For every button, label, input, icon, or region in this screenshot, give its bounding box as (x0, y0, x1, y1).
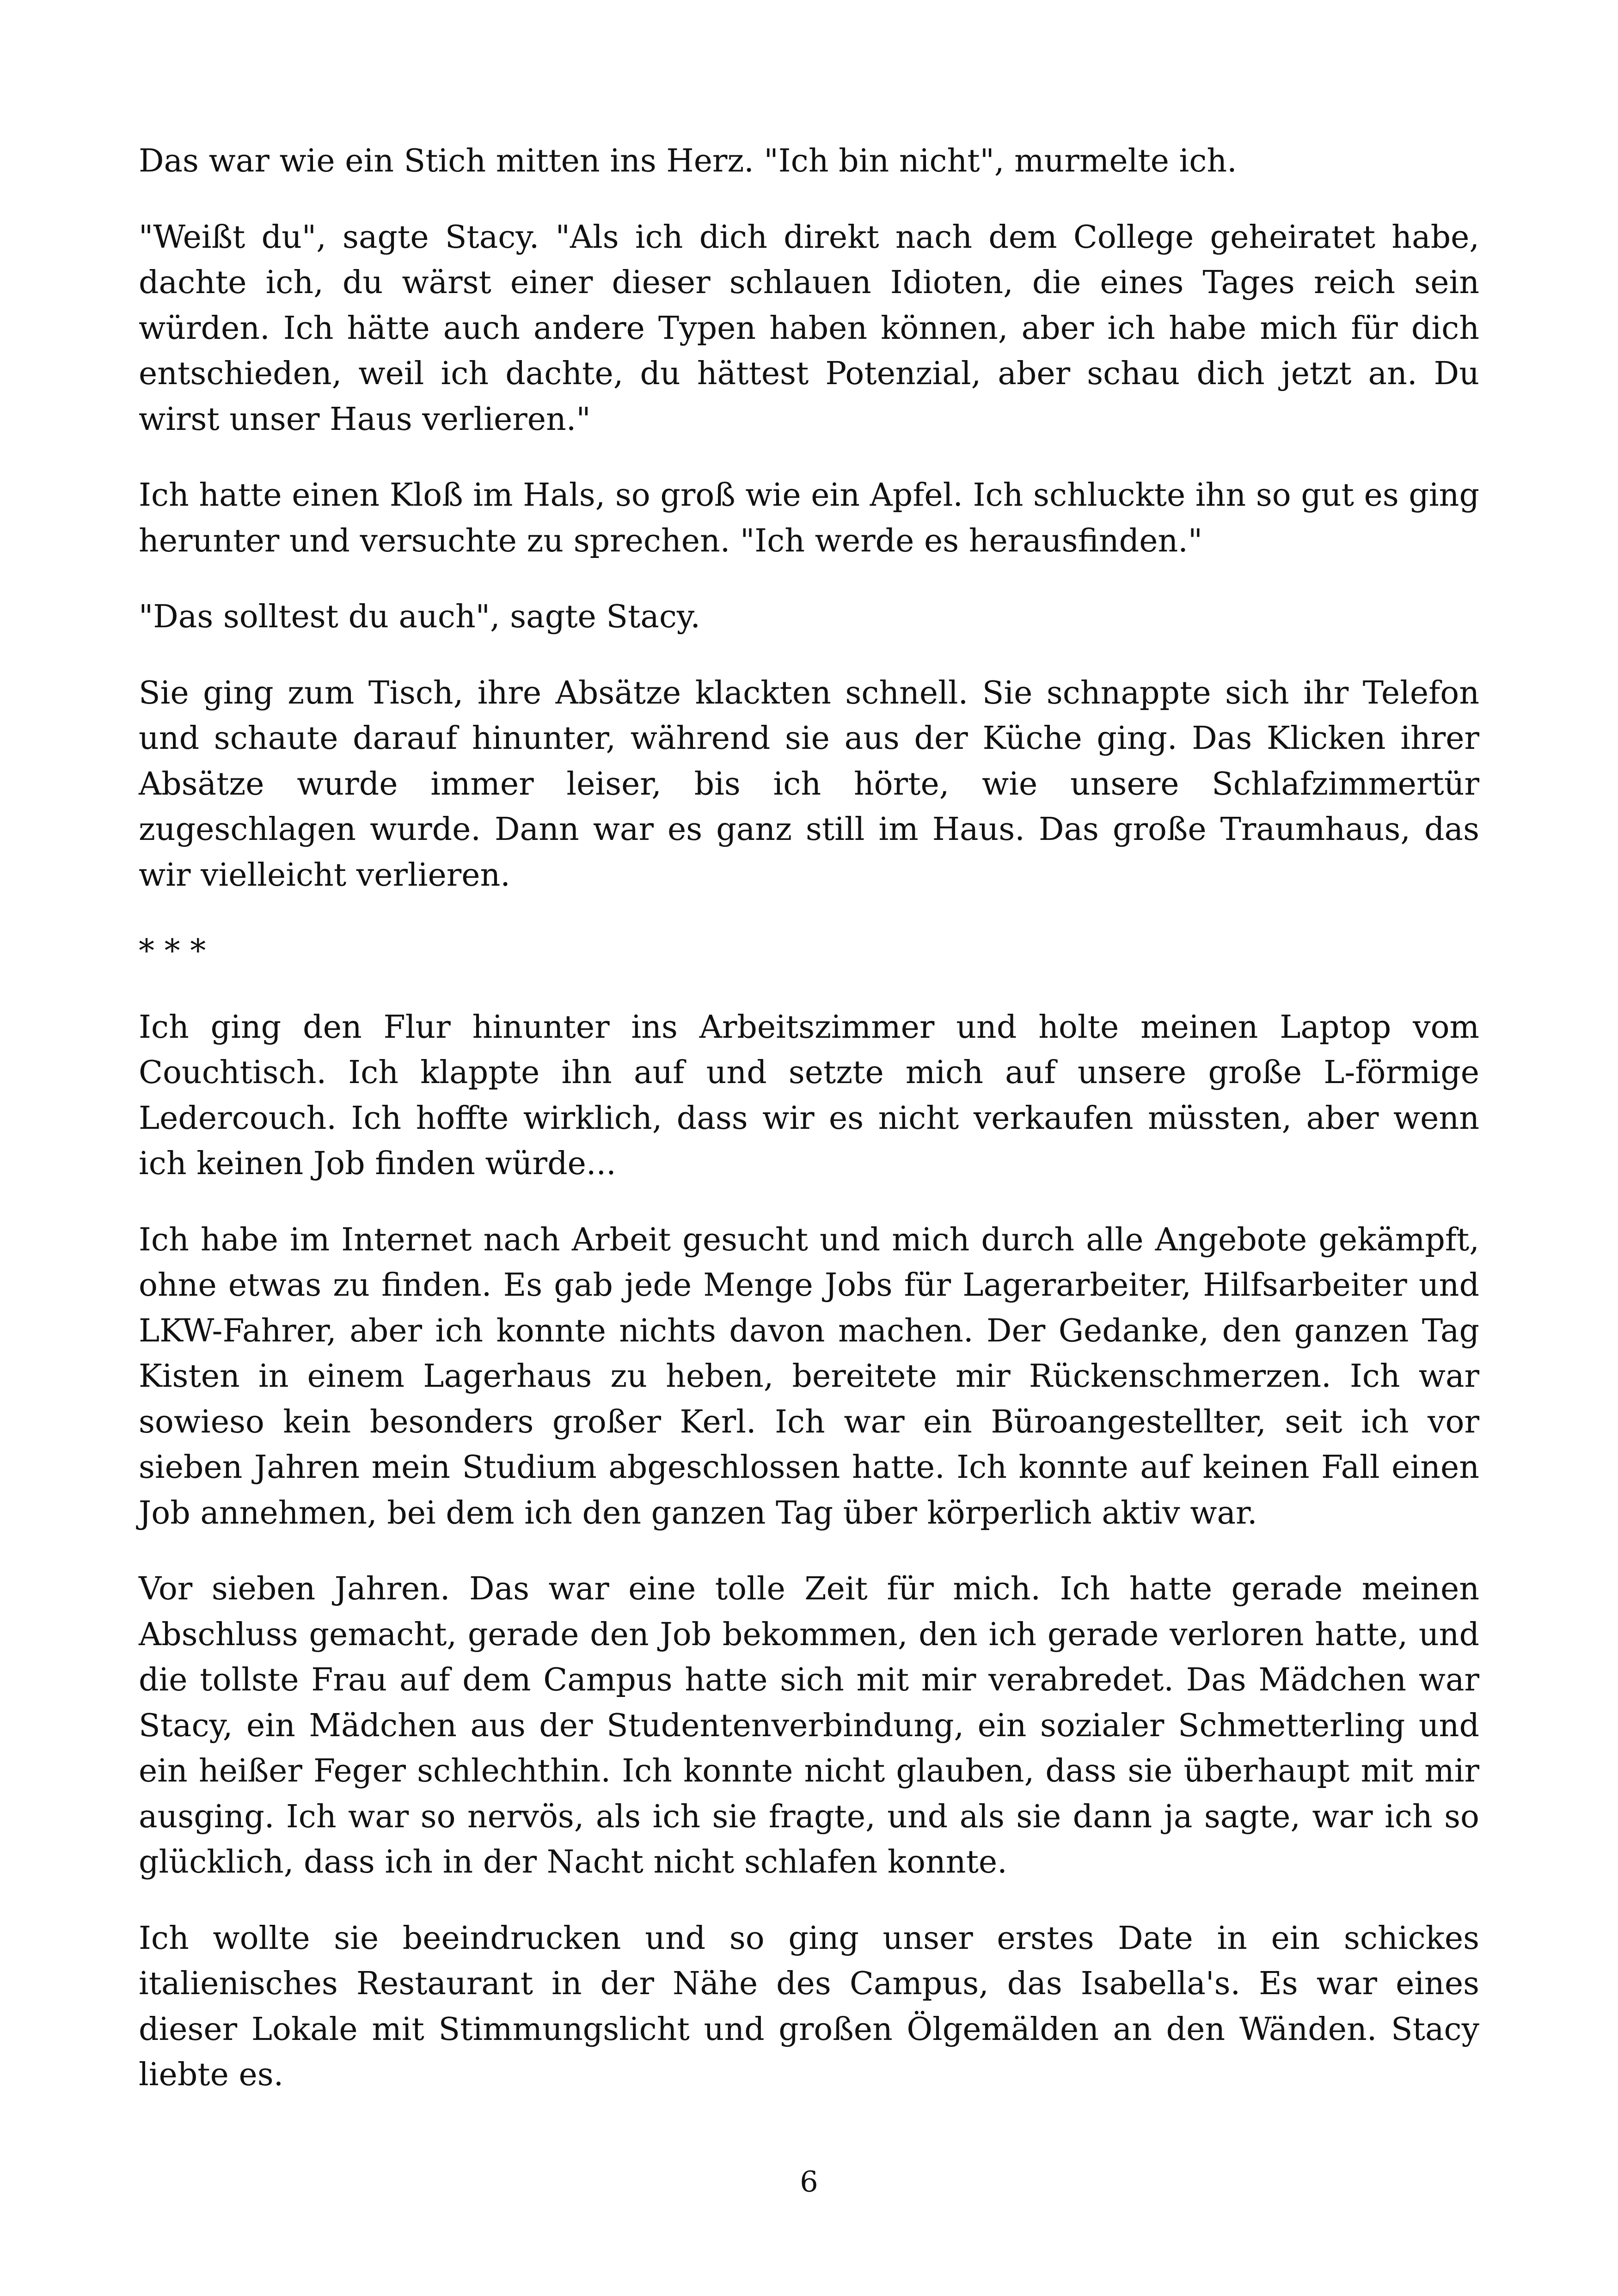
paragraph: "Das solltest du auch", sagte Stacy. (139, 599, 700, 635)
paragraph: Sie ging zum Tisch, ihre Absätze klackten schnell. Sie schnappte sich ihr Telefon und schaute darauf hinunter, während sie aus der Küche ging. Das Klicken ihrer Absätze wurde immer leiser, bis ich hörte, wie unsere Schlafzimmertür zugeschlagen wurde. Dann war es ganz still im Haus. Das große Traumhaus, das wir vielleicht verlieren. (139, 674, 1479, 894)
paragraph: Ich wollte sie beeindrucken und so ging unser erstes Date in ein schickes italienisches Restaurant in der Nähe des Campus, das Isabella's. Es war eines dieser Lokale mit Stimmungslicht und großen Ölgemälden an den Wänden. Stacy liebte es. (139, 1920, 1479, 2093)
page-number: 6 (800, 2165, 818, 2198)
paragraph: Vor sieben Jahren. Das war eine tolle Zeit für mich. Ich hatte gerade meinen Abschluss gemacht, gerade den Job bekommen, den ich gerade verloren hatte, und die tollste Frau auf dem Campus hatte sich mit mir verabredet. Das Mädchen war Stacy, ein Mädchen aus der Studentenverbindung, ein sozialer Schmetterling und ein heißer Feger schlechthin. Ich konnte nicht glauben, dass sie überhaupt mit mir ausging. Ich war so nervös, als ich sie fragte, und als sie dann ja sagte, war ich so glücklich, dass ich in der Nacht nicht schlafen konnte. (139, 1571, 1479, 1880)
paragraph: "Weißt du", sagte Stacy. "Als ich dich direkt nach dem College geheiratet habe, dachte ich, du wärst einer dieser schlauen Idioten, die eines Tages reich sein würden. Ich hätte auch andere Typen haben können, aber ich habe mich für dich entschieden, weil ich dachte, du hättest Potenzial, aber schau dich jetzt an. Du wirst unser Haus verlieren." (139, 219, 1479, 438)
page-body (139, 139, 1479, 2129)
paragraph: Das war wie ein Stich mitten ins Herz. "Ich bin nicht", murmelte ich. (139, 143, 1237, 179)
paragraph: Ich hatte einen Kloß im Hals, so groß wie ein Apfel. Ich schluckte ihn so gut es ging herunter und versuchte zu sprechen. "Ich werde es herausfinden." (139, 477, 1479, 559)
paragraph: Ich ging den Flur hinunter ins Arbeitszimmer und holte meinen Laptop vom Couchtisch. Ich klappte ihn auf und setzte mich auf unsere große L-förmige Ledercouch. Ich hoffte wirklich, dass wir es nicht verkaufen müssten, aber wenn ich keinen Job finden würde... (139, 1009, 1479, 1182)
paragraph: Ich habe im Internet nach Arbeit gesucht und mich durch alle Angebote gekämpft, ohne etwas zu finden. Es gab jede Menge Jobs für Lagerarbeiter, Hilfsarbeiter und LKW-Fahrer, aber ich konnte nichts davon machen. Der Gedanke, den ganzen Tag Kisten in einem Lagerhaus zu heben, bereitete mir Rückenschmerzen. Ich war sowieso kein besonders großer Kerl. Ich war ein Büroangestellter, seit ich vor sieben Jahren mein Studium abgeschlossen hatte. Ich konnte auf keinen Fall einen Job annehmen, bei dem ich den ganzen Tag über körperlich aktiv war. (139, 1221, 1479, 1531)
section-divider: * * * (139, 933, 206, 969)
